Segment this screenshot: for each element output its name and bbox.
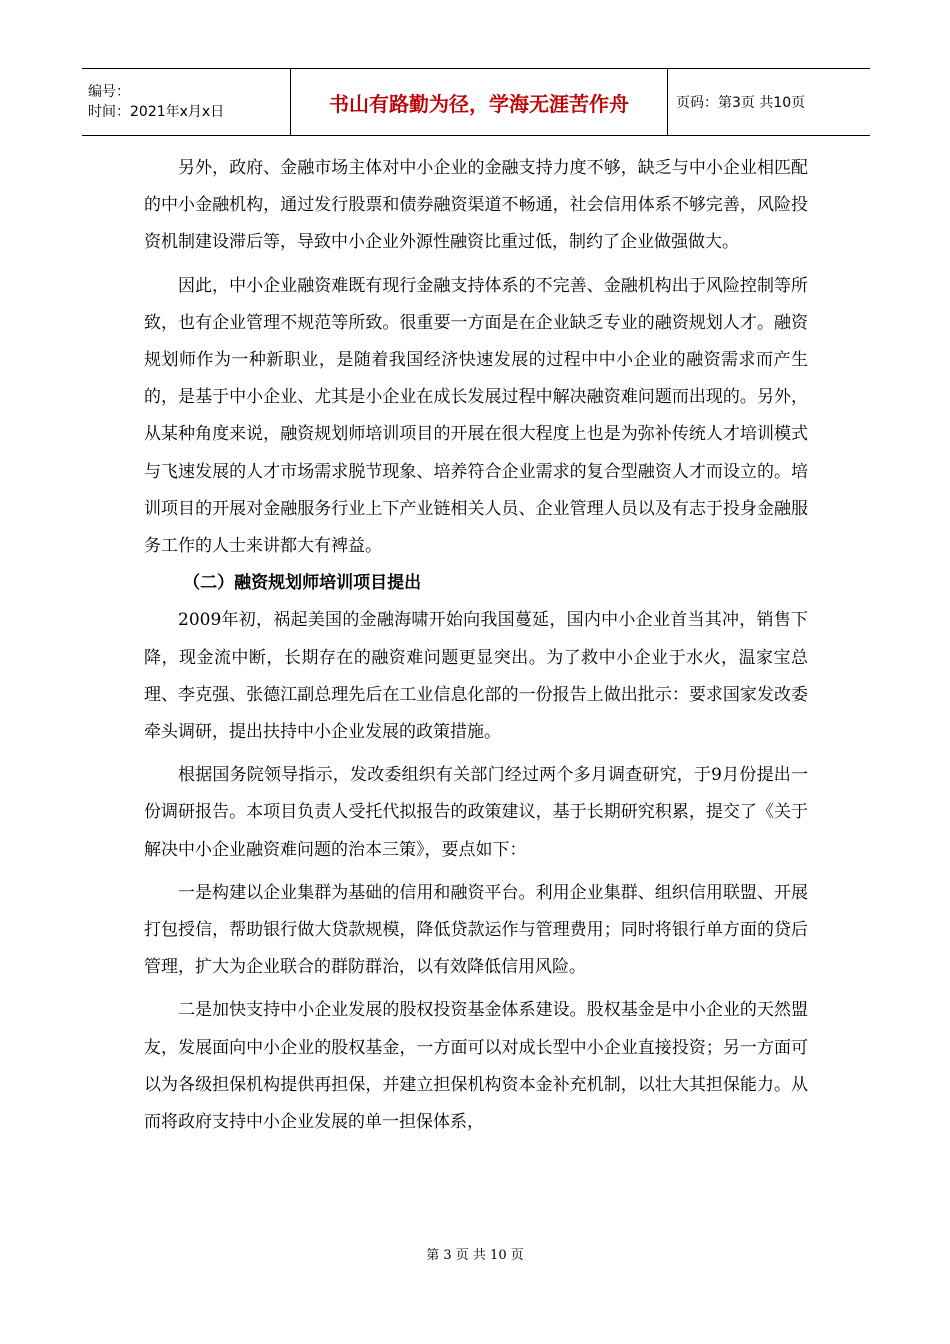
paragraph: 2009年初，祸起美国的金融海啸开始向我国蔓延，国内中小企业首当其冲，销售下降，现金流中断，长期存在的融资难问题更显突出。为了救中小企业于水火，温家宝总理、李克强、张德江副总理先后在工业信息化部的一份报告上做出批示：要求国家发改委牵头调研，提出扶持中小企业发展的政策措施。 bbox=[144, 610, 808, 743]
paragraph: 二是加快支持中小企业发展的股权投资基金体系建设。股权基金是中小企业的天然盟友，发展面向中小企业的股权基金，一方面可以对成长型中小企业直接投资；另一方面可以为各级担保机构提供再担保，并建立担保机构资本金补充机制，以壮大其担保能力。从而将政府支持中小企业发展的单一担保体系， bbox=[144, 1000, 808, 1133]
paragraph: 一是构建以企业集群为基础的信用和融资平台。利用企业集群、组织信用联盟、开展打包授信，帮助银行做大贷款规模，降低贷款运作与管理费用；同时将银行单方面的贷后管理，扩大为企业联合的群防群治，以有效降低信用风险。 bbox=[144, 882, 808, 978]
header-meta bbox=[82, 69, 291, 136]
header-motto: 书山有路勤为径，学海无涯苦作舟 bbox=[291, 69, 668, 136]
document-body bbox=[144, 150, 808, 1141]
document-number-label: 编号： bbox=[88, 84, 130, 100]
header-page-info: 页码：第3页 共10页 bbox=[676, 95, 806, 111]
paragraph: 因此，中小企业融资难既有现行金融支持体系的不完善、金融机构出于风险控制等所致，也有企业管理不规范等所致。很重要一方面是在企业缺乏专业的融资规划人才。融资规划师作为一种新职业，是随着我国经济快速发展的过程中中小企业的融资需求而产生的，是基于中小企业、尤其是小企业在成长发展过程中解决融资难问题而出现的。另外，从某种角度来说，融资规划师培训项目的开展在很大程度上也是为弥补传统人才培训模式与飞速发展的人才市场需求脱节现象、培养符合企业需求的复合型融资人才而设立的。培训项目的开展对金融服务行业上下产业链相关人员、企业管理人员以及有志于投身金融服务工作的人士来讲都大有裨益。 bbox=[144, 275, 808, 557]
section-heading: （二）融资规划师培训项目提出 bbox=[183, 573, 422, 594]
document-date-label: 时间：2021年x月x日 bbox=[88, 104, 225, 120]
document-header bbox=[82, 68, 870, 136]
paragraph: 另外，政府、金融市场主体对中小企业的金融支持力度不够，缺乏与中小企业相匹配的中小金融机构，通过发行股票和债券融资渠道不畅通，社会信用体系不够完善，风险投资机制建设滞后等，导致中小企业外源性融资比重过低，制约了企业做强做大。 bbox=[144, 158, 808, 253]
paragraph: 根据国务院领导指示，发改委组织有关部门经过两个多月调查研究，于9月份提出一份调研报告。本项目负责人受托代拟报告的政策建议，基于长期研究积累，提交了《关于解决中小企业融资难问题的治本三策》，要点如下： bbox=[144, 765, 808, 860]
page-footer: 第 3 页 共 10 页 bbox=[426, 1248, 524, 1263]
